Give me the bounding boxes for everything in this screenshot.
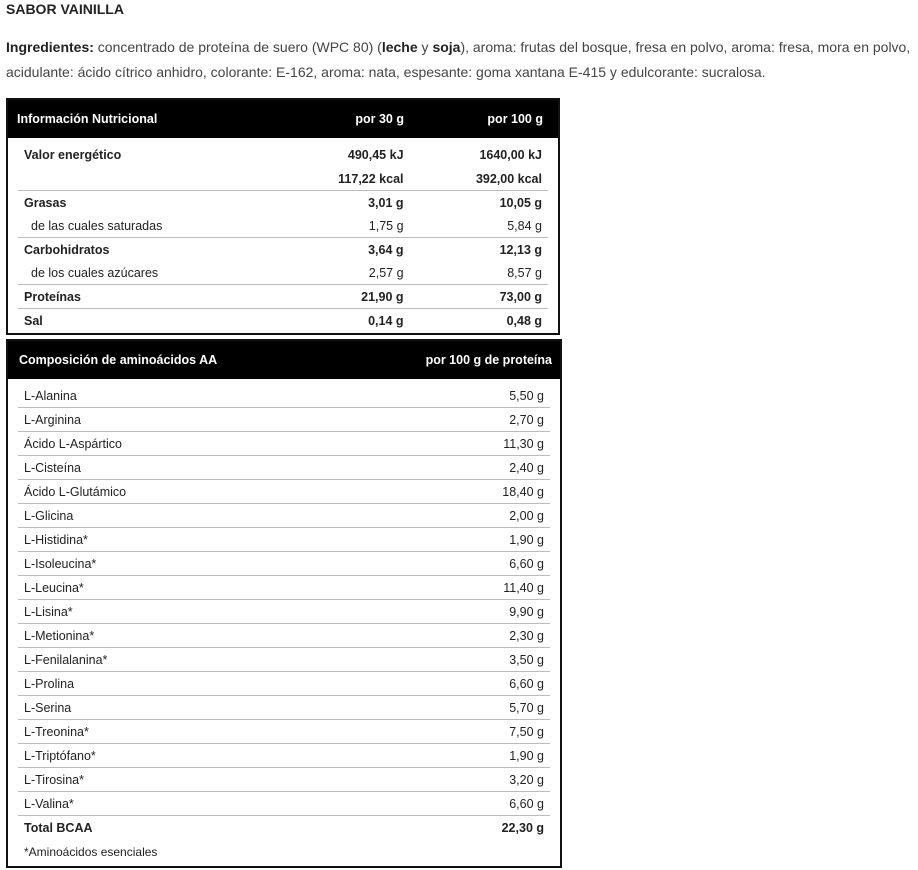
- header-per-30g: por 30 g: [355, 112, 404, 126]
- amino-acid-name: L-Leucina*: [24, 580, 84, 595]
- ingredients-text: concentrado de proteína de suero (WPC 80) (: [93, 39, 382, 55]
- header-nutrition-info: Información Nutricional: [17, 112, 158, 126]
- table-row: [18, 696, 550, 720]
- table-row: [18, 408, 550, 432]
- table-row: [18, 384, 550, 408]
- footnote: [18, 840, 550, 864]
- amino-acid-name: L-Alanina: [24, 388, 77, 403]
- table-row: [18, 744, 550, 768]
- amino-acid-name: L-Histidina*: [24, 532, 88, 547]
- amino-acid-value: 2,40 g: [509, 460, 544, 475]
- table-row: [18, 238, 548, 261]
- row-value-100g: 5,84 g: [507, 219, 542, 233]
- ingredients-label: Ingredientes:: [6, 39, 94, 55]
- row-value-100g: 1640,00 kJ: [479, 148, 542, 162]
- product-flavor-title: SABOR VAINILLA: [6, 1, 124, 17]
- amino-acid-name: L-Valina*: [24, 796, 74, 811]
- table-row: [18, 792, 550, 816]
- table-row: [18, 456, 550, 480]
- amino-acid-value: 3,20 g: [509, 772, 544, 787]
- amino-acid-value: 11,40 g: [503, 580, 544, 595]
- amino-acid-value: 6,60 g: [509, 676, 544, 691]
- row-value-100g: 0,48 g: [506, 314, 542, 328]
- amino-acid-name: L-Tirosina*: [24, 772, 84, 787]
- table-row: [18, 576, 550, 600]
- amino-acid-name: L-Serina: [24, 700, 72, 715]
- row-value: 22,30 g: [501, 821, 544, 835]
- table-row: [18, 600, 550, 624]
- row-value-100g: 8,57 g: [507, 265, 542, 280]
- row-value-30g: 0,14 g: [368, 314, 404, 328]
- row-label: Sal: [24, 314, 43, 328]
- table-row: [18, 167, 548, 191]
- ingredients-text: y: [417, 39, 433, 55]
- ingredients-paragraph: [6, 35, 918, 85]
- amino-acid-value: 2,30 g: [509, 628, 544, 643]
- amino-acid-name: Ácido L-Aspártico: [24, 436, 122, 451]
- table-row: [18, 191, 548, 215]
- row-label: Carbohidratos: [24, 242, 110, 257]
- allergen-soy: soja: [432, 39, 461, 55]
- amino-acid-value: 3,50 g: [509, 652, 544, 667]
- amino-acid-value: 18,40 g: [502, 484, 544, 499]
- table-row: [18, 285, 548, 309]
- amino-acid-name: L-Isoleucina*: [24, 556, 97, 571]
- amino-acid-value: 5,50 g: [509, 388, 544, 403]
- amino-acid-value: 9,90 g: [509, 604, 544, 619]
- row-value-100g: 12,13 g: [499, 242, 542, 257]
- header-per-100g: por 100 g: [487, 112, 543, 126]
- table-row: [18, 528, 550, 552]
- row-value-30g: 3,01 g: [368, 196, 404, 210]
- header-amino-composition: Composición de aminoácidos AA: [19, 353, 218, 367]
- amino-acid-value: 1,90 g: [509, 748, 544, 763]
- row-label: de las cuales saturadas: [31, 219, 163, 233]
- row-label: Grasas: [24, 196, 67, 210]
- row-value-100g: 10,05 g: [499, 196, 542, 210]
- amino-acid-value: 6,60 g: [509, 796, 544, 811]
- table-row: [18, 720, 550, 744]
- amino-acid-name: L-Glicina: [24, 508, 74, 523]
- row-label: Total BCAA: [24, 821, 93, 835]
- row-value-30g: 3,64 g: [368, 242, 404, 257]
- amino-acid-name: L-Lisina*: [24, 604, 73, 619]
- row-value-30g: 117,22 kcal: [338, 171, 404, 186]
- table-row: [18, 309, 548, 333]
- table-row: [18, 480, 550, 504]
- amino-acid-name: L-Triptófano*: [24, 748, 96, 763]
- amino-acid-name: L-Cisteína: [24, 460, 81, 475]
- amino-acid-value: 6,60 g: [509, 556, 544, 571]
- row-label: Valor energético: [24, 148, 122, 162]
- table-row: [18, 672, 550, 696]
- allergen-milk: leche: [381, 39, 418, 55]
- header-per-100g-protein: por 100 g de proteína: [425, 353, 552, 367]
- table-row: [18, 552, 550, 576]
- table-row: [18, 504, 550, 528]
- row-value-30g: 1,75 g: [368, 219, 404, 233]
- amino-acid-name: L-Fenilalanina*: [24, 652, 108, 667]
- amino-acid-value: 2,00 g: [509, 508, 544, 523]
- table-row: [18, 215, 548, 238]
- row-value-30g: 21,90 g: [361, 289, 404, 304]
- amino-acid-value: 7,50 g: [509, 724, 544, 739]
- row-value-30g: 2,57 g: [368, 265, 404, 280]
- table-row: [18, 143, 548, 167]
- row-value-30g: 490,45 kJ: [347, 148, 404, 162]
- amino-acid-name: L-Treonina*: [24, 724, 89, 739]
- amino-acid-name: L-Arginina: [24, 412, 81, 427]
- amino-acid-value: 2,70 g: [509, 412, 544, 427]
- table-row: [18, 648, 550, 672]
- amino-acid-table: [6, 339, 562, 868]
- table-row: [18, 261, 548, 285]
- row-value-100g: 73,00 g: [499, 289, 542, 304]
- row-label: de los cuales azúcares: [31, 265, 159, 280]
- total-bcaa-row: [18, 816, 550, 840]
- amino-acid-name: Ácido L-Glutámico: [24, 484, 127, 499]
- row-value-100g: 392,00 kcal: [475, 171, 542, 186]
- nutrition-table-header: [8, 100, 558, 138]
- ingredients-text: ), aroma: frutas del bosque, fresa en polvo, aroma: fresa, mora en polvo, acidulante: ácido cítrico anhidro, colorante: E-162, aroma: nata, espesante: goma xantana E-415 y edulcorante: sucralosa.: [6, 39, 911, 80]
- amino-acid-value: 5,70 g: [509, 700, 544, 715]
- amino-acid-name: L-Prolina: [24, 676, 75, 691]
- table-row: [18, 624, 550, 648]
- amino-acid-value: 11,30 g: [503, 436, 544, 451]
- table-row: [18, 432, 550, 456]
- nutrition-table: [6, 98, 560, 335]
- essential-amino-note: *Aminoácidos esenciales: [24, 845, 158, 859]
- amino-acid-value: 1,90 g: [509, 532, 544, 547]
- amino-acid-name: L-Metionina*: [24, 628, 95, 643]
- amino-table-header: [8, 341, 560, 379]
- table-row: [18, 768, 550, 792]
- row-label: Proteínas: [24, 289, 81, 304]
